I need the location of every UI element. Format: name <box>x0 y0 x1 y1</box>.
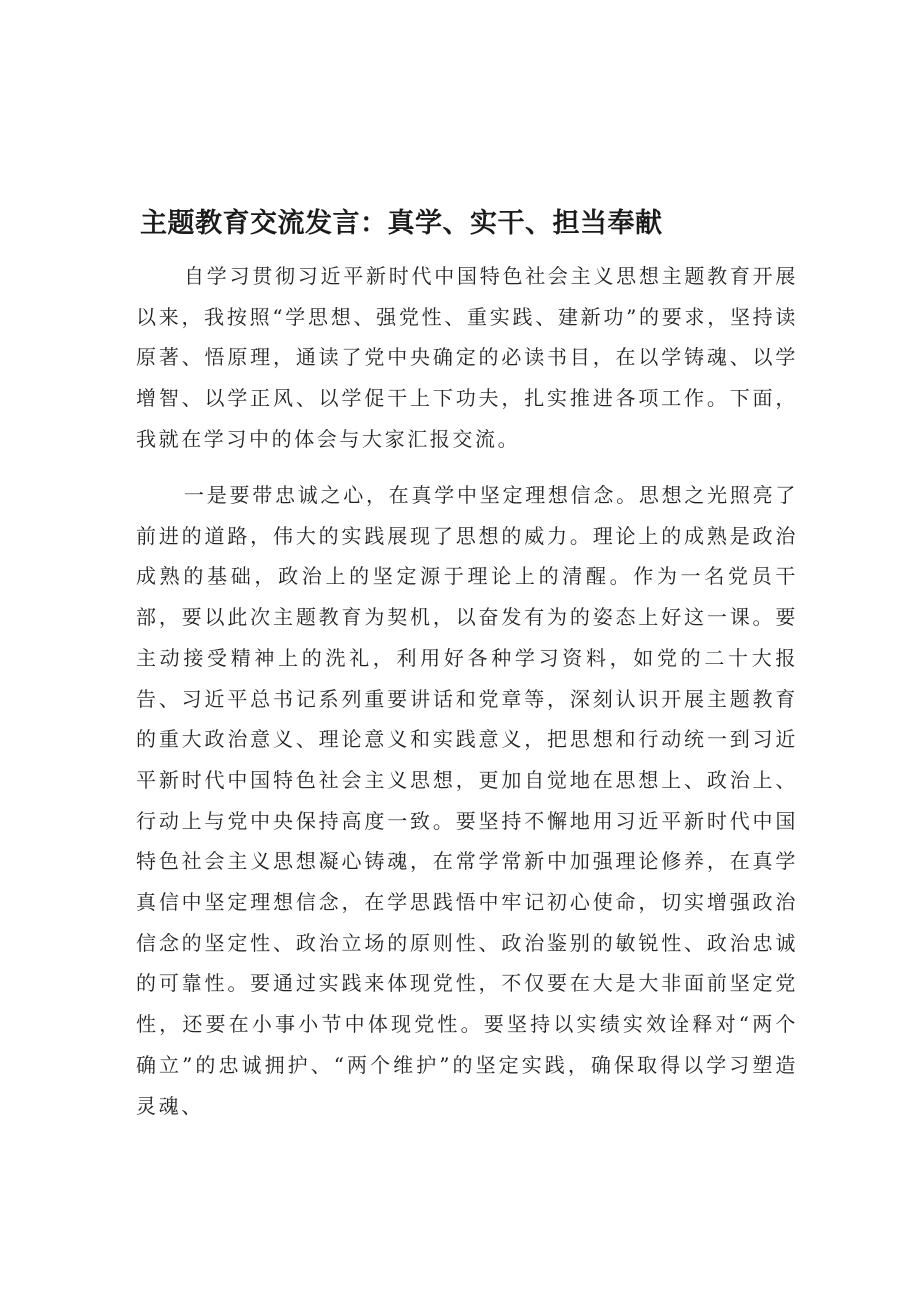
document-title: 主题教育交流发言：真学、实干、担当奉献 <box>140 208 663 239</box>
paragraph-intro: 自学习贯彻习近平新时代中国特色社会主义思想主题教育开展以来，我按照“学思想、强党性、重实践、建新功”的要求，坚持读原著、悟原理，通读了党中央确定的必读书目，在以学铸魂、以学增智、以学正风、以学促干上下功夫，扎实推进各项工作。下面，我就在学习中的体会与大家汇报交流。 <box>136 264 798 451</box>
paragraph-point-one: 一是要带忠诚之心，在真学中坚定理想信念。思想之光照亮了前进的道路，伟大的实践展现了思想的威力。理论上的成熟是政治成熟的基础，政治上的坚定源于理论上的清醒。作为一名党员干部，要以此次主题教育为契机，以奋发有为的姿态上好这一课。要主动接受精神上的洗礼，利用好各种学习资料，如党的二十大报告、习近平总书记系列重要讲话和党章等，深刻认识开展主题教育的重大政治意义、理论意义和实践意义，把思想和行动统一到习近平新时代中国特色社会主义思想，更加自觉地在思想上、政治上、行动上与党中央保持高度一致。要坚持不懈地用习近平新时代中国特色社会主义思想凝心铸魂，在常学常新中加强理论修养，在真学真信中坚定理想信念，在学思践悟中牢记初心使命，切实增强政治信念的坚定性、政治立场的原则性、政治鉴别的敏锐性、政治忠诚的可靠性。要通过实践来体现党性，不仅要在大是大非面前坚定党性，还要在小事小节中体现党性。要坚持以实绩实效诠释对“两个确立”的忠诚拥护、“两个维护”的坚定实践，确保取得以学习塑造灵魂、 <box>136 483 798 1118</box>
